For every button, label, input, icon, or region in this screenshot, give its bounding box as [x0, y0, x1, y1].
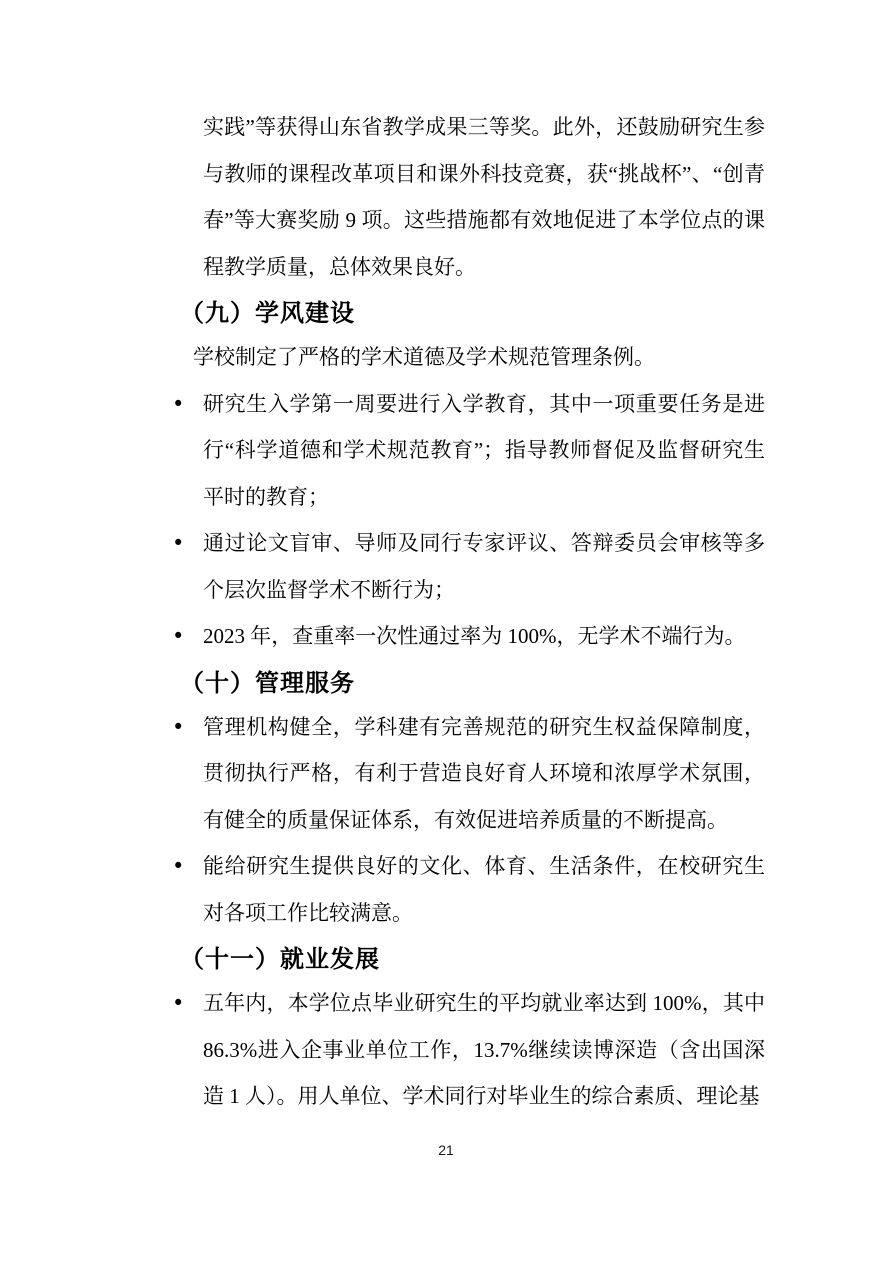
bullet-icon: • [172, 531, 185, 555]
list-item [170, 520, 765, 613]
list-item-text: 2023 年，查重率一次性通过率为 100%，无学术不端行为。 [203, 624, 746, 648]
list-item-text: 能给研究生提供良好的文化、体育、生活条件，在校研究生对各项工作比较满意。 [203, 854, 765, 925]
list-item [170, 381, 765, 521]
section-9-lead-paragraph: 学校制定了严格的学术道德及学术规范管理条例。 [193, 345, 655, 369]
list-item-text: 管理机构健全，学科建有完善规范的研究生权益保障制度，贯彻执行严格，有利于营造良好育人环境和浓厚学术氛围，有健全的质量保证体系，有效促进培养质量的不断提高。 [203, 714, 765, 832]
bullet-icon: • [172, 991, 185, 1015]
bullet-icon: • [172, 624, 185, 648]
intro-paragraph: 实践”等获得山东省教学成果三等奖。此外，还鼓励研究生参与教师的课程改革项目和课外科技竞赛，获“挑战杯”、“创青春”等大赛奖励 9 项。这些措施都有效地促进了本学位点的课程教学质量，总体效果良好。 [203, 115, 765, 279]
list-item [170, 613, 765, 660]
list-item [170, 704, 765, 844]
section-heading-11: （十一）就业发展 [180, 946, 380, 973]
list-item-text: 通过论文盲审、导师及同行专家评议、答辩委员会审核等多个层次监督学术不断行为； [203, 531, 765, 602]
list-item-text: 五年内，本学位点毕业研究生的平均就业率达到 100%，其中86.3%进入企事业单位工作，13.7%继续读博深造（含出国深造 1 人）。用人单位、学术同行对毕业生的综合素质、理论基 [203, 991, 765, 1108]
list-item-text: 研究生入学第一周要进行入学教育，其中一项重要任务是进行“科学道德和学术规范教育”；指导教师督促及监督研究生平时的教育； [203, 391, 765, 509]
bullet-icon: • [172, 854, 185, 878]
page-number: 21 [438, 1142, 454, 1158]
list-item [170, 980, 765, 1120]
bullet-icon: • [172, 714, 185, 739]
bullet-icon: • [172, 391, 185, 416]
list-item [170, 843, 765, 936]
section-heading-9: （九）学风建设 [180, 300, 355, 327]
section-heading-10: （十）管理服务 [180, 669, 355, 697]
